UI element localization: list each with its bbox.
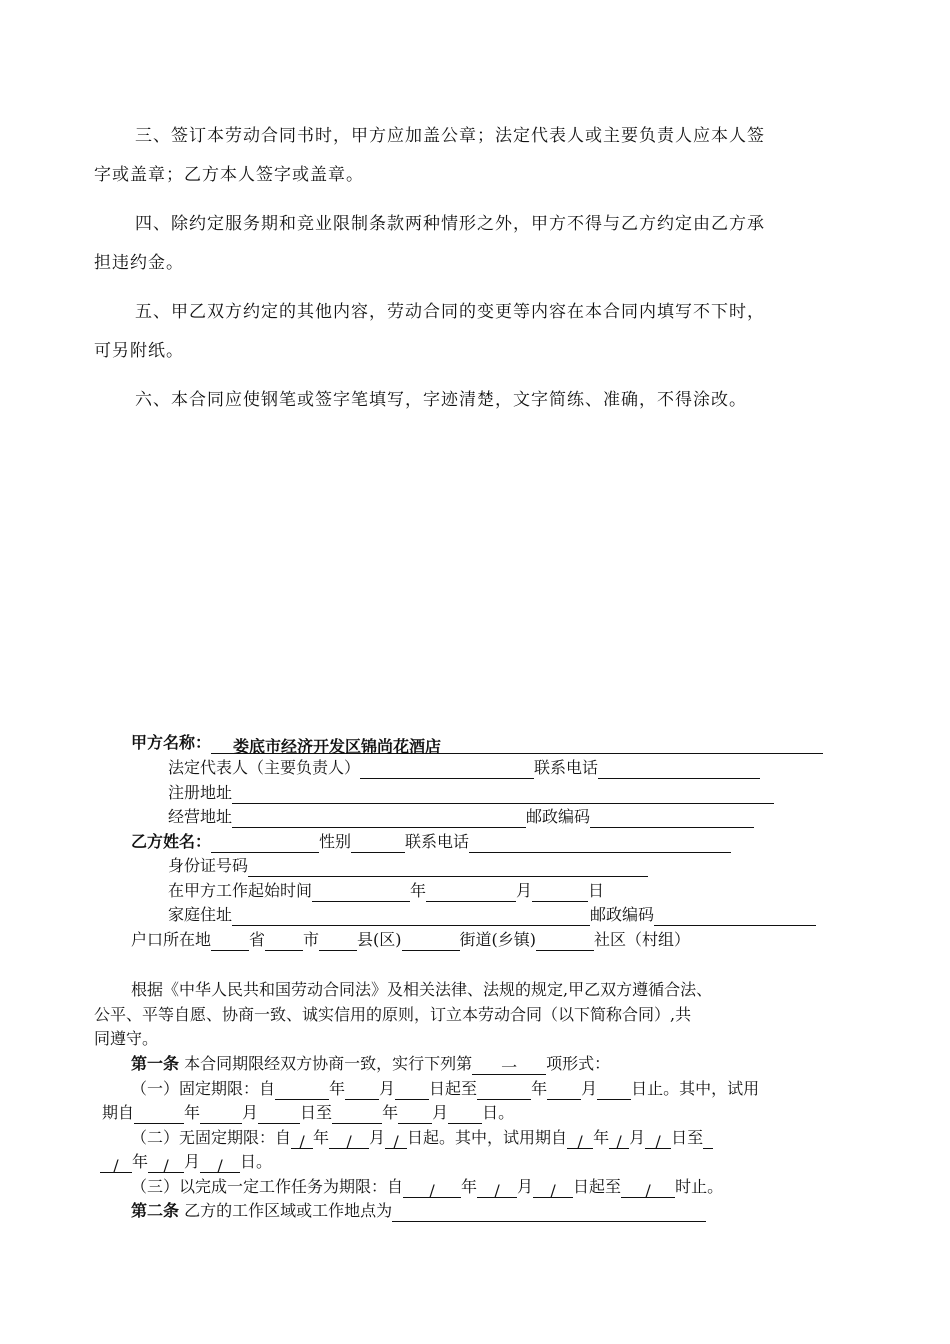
open-term-row-2 (100, 1150, 272, 1173)
biz-address-label: 经营地址 (168, 807, 233, 826)
party-b-name-field[interactable] (211, 834, 319, 853)
street-label: 街道(乡镇) (459, 930, 537, 949)
open-prob-year-label: 年 (593, 1128, 610, 1147)
hukou-row (131, 928, 690, 951)
slash: / (429, 1181, 435, 1200)
probation-row (102, 1101, 514, 1124)
probation-end-day-field[interactable] (448, 1105, 482, 1124)
probation-to-label: 日至 (300, 1103, 333, 1122)
open-year-label: 年 (313, 1128, 330, 1147)
task-end-field[interactable] (621, 1179, 675, 1198)
slash: / (577, 1132, 583, 1151)
note-5-line-2: 可另附纸。 (94, 341, 184, 361)
open-prob-start-month-field[interactable] (609, 1130, 629, 1149)
open-prob-end-month-field[interactable] (148, 1154, 184, 1173)
preamble-line-1: 根据《中华人民共和国劳动合同法》及相关法律、法规的规定,甲乙双方遵循合法、 (131, 980, 713, 999)
biz-address-field[interactable] (232, 809, 526, 828)
fixed-start-to-label: 日起至 (429, 1079, 478, 1098)
open-start-year-field[interactable] (291, 1130, 313, 1149)
probation-start-day-field[interactable] (258, 1105, 300, 1124)
article-1-row (131, 1052, 610, 1075)
home-address-label: 家庭住址 (168, 905, 233, 924)
probation-end-month-label: 月 (432, 1103, 449, 1122)
community-label: 社区（村组） (594, 930, 691, 949)
task-month-label: 月 (517, 1177, 534, 1196)
task-year-label: 年 (461, 1177, 478, 1196)
slash: / (655, 1132, 661, 1151)
party-a-name-value: 娄底市经济开发区锦尚花酒店 (233, 737, 442, 756)
home-address-row (168, 903, 816, 926)
gender-field[interactable] (351, 834, 405, 853)
street-field[interactable] (402, 932, 460, 951)
home-address-field[interactable] (232, 907, 590, 926)
fixed-end-day-field[interactable] (597, 1081, 631, 1100)
fixed-start-year-label: 年 (329, 1079, 346, 1098)
open-start-day-field[interactable] (385, 1130, 407, 1149)
slash: / (163, 1156, 169, 1175)
open-prob-end-month-label: 月 (184, 1152, 201, 1171)
slash: / (346, 1132, 352, 1151)
article-2-row (131, 1199, 706, 1222)
task-start-month-field[interactable] (477, 1179, 517, 1198)
id-number-row (168, 854, 648, 877)
preamble-line-2: 公平、平等自愿、协商一致、诚实信用的原则，订立本劳动合同（以下简称合同）,共 (94, 1005, 692, 1024)
open-prob-to-label: 日至 (671, 1128, 704, 1147)
party-a-phone-label: 联系电话 (534, 758, 599, 777)
open-prob-month-label: 月 (629, 1128, 646, 1147)
open-prob-end-year-field-a[interactable] (703, 1130, 713, 1149)
party-b-name-row (131, 830, 731, 853)
biz-address-row (168, 805, 754, 828)
slash: / (616, 1132, 622, 1151)
fixed-term-label: （一）固定期限：自 (131, 1079, 276, 1098)
slash: / (217, 1156, 223, 1175)
article-1-choice: 一 (501, 1058, 518, 1077)
party-b-postcode-label: 邮政编码 (590, 905, 655, 924)
probation-start-year-field[interactable] (134, 1105, 184, 1124)
slash: / (550, 1181, 556, 1200)
note-4-line-1: 四、除约定服务期和竞业限制条款两种情形之外，甲方不得与乙方约定由乙方承 (135, 214, 765, 234)
preamble-line-3: 同遵守。 (94, 1029, 159, 1048)
open-prob-end-year-field-b[interactable] (100, 1154, 132, 1173)
task-start-year-field[interactable] (403, 1179, 461, 1198)
party-a-postcode-label: 邮政编码 (526, 807, 591, 826)
fixed-end-year-label: 年 (531, 1079, 548, 1098)
open-prob-end-year-label: 年 (132, 1152, 149, 1171)
open-prob-end-day-field[interactable] (200, 1154, 240, 1173)
id-number-field[interactable] (248, 858, 648, 877)
legal-rep-label: 法定代表人（主要负责人） (168, 758, 361, 777)
article-1-choice-field[interactable] (472, 1056, 546, 1075)
start-time-label: 在甲方工作起始时间 (168, 881, 313, 900)
county-label: 县(区) (357, 930, 402, 949)
fixed-end-month-label: 月 (581, 1079, 598, 1098)
fixed-start-year-field[interactable] (275, 1081, 329, 1100)
legal-rep-field[interactable] (360, 760, 534, 779)
work-location-field[interactable] (392, 1203, 706, 1222)
probation-start-month-field[interactable] (200, 1105, 242, 1124)
probation-start-month-label: 月 (242, 1103, 259, 1122)
note-4-line-2: 担违约金。 (94, 253, 184, 273)
party-a-name-row (131, 731, 823, 754)
fixed-end-note: 日止。其中，试用 (631, 1079, 760, 1098)
task-term-label: （三）以完成一定工作任务为期限：自 (131, 1177, 404, 1196)
party-a-name-label: 甲方名称： (131, 733, 212, 752)
open-start-month-field[interactable] (329, 1130, 369, 1149)
article-1-text: 本合同期限经双方协商一致，实行下列第 (184, 1054, 473, 1073)
open-prob-start-year-field[interactable] (567, 1130, 593, 1149)
task-start-to-label: 日起至 (573, 1177, 622, 1196)
start-time-row (168, 879, 604, 902)
legal-rep-row (168, 756, 760, 779)
start-day-label: 日 (588, 881, 605, 900)
task-term-row (131, 1175, 723, 1198)
probation-end-year-field[interactable] (332, 1105, 382, 1124)
note-5-line-1: 五、甲乙双方约定的其他内容，劳动合同的变更等内容在本合同内填写不下时， (135, 302, 765, 322)
province-label: 省 (249, 930, 266, 949)
note-3-line-2: 字或盖章；乙方本人签字或盖章。 (94, 165, 364, 185)
party-b-postcode-field[interactable] (654, 907, 816, 926)
slash: / (645, 1181, 651, 1200)
article-2-text: 乙方的工作区域或工作地点为 (184, 1201, 393, 1220)
open-prob-end-label: 日。 (240, 1152, 273, 1171)
start-year-field[interactable] (312, 883, 410, 902)
slash: / (494, 1181, 500, 1200)
party-b-name-label: 乙方姓名： (131, 832, 212, 851)
start-day-field[interactable] (532, 883, 588, 902)
slash: / (393, 1132, 399, 1151)
open-prob-start-day-field[interactable] (645, 1130, 671, 1149)
party-b-phone-label: 联系电话 (405, 832, 470, 851)
fixed-term-row (131, 1077, 759, 1100)
open-term-label: （二）无固定期限：自 (131, 1128, 292, 1147)
city-label: 市 (303, 930, 320, 949)
article-2-title: 第二条 (131, 1201, 180, 1220)
probation-end-month-field[interactable] (398, 1105, 432, 1124)
county-field[interactable] (319, 932, 357, 951)
slash: / (299, 1132, 305, 1151)
open-term-row (131, 1126, 713, 1149)
party-a-phone-field[interactable] (598, 760, 760, 779)
reg-address-row (168, 781, 774, 804)
community-field[interactable] (536, 932, 594, 951)
fixed-start-day-field[interactable] (395, 1081, 429, 1100)
probation-end-label: 日。 (482, 1103, 515, 1122)
party-a-name-field[interactable] (211, 735, 823, 754)
party-a-postcode-field[interactable] (590, 809, 754, 828)
open-month-label: 月 (369, 1128, 386, 1147)
hukou-label: 户口所在地 (131, 930, 212, 949)
fixed-end-month-field[interactable] (547, 1081, 581, 1100)
article-1-title: 第一条 (131, 1054, 180, 1073)
start-month-label: 月 (516, 881, 533, 900)
reg-address-field[interactable] (232, 785, 774, 804)
city-field[interactable] (265, 932, 303, 951)
note-3-line-1: 三、签订本劳动合同书时，甲方应加盖公章；法定代表人或主要负责人应本人签 (135, 126, 765, 146)
fixed-start-month-field[interactable] (345, 1081, 379, 1100)
id-number-label: 身份证号码 (168, 856, 249, 875)
start-month-field[interactable] (426, 883, 516, 902)
open-mid-label: 日起。其中，试用期自 (407, 1128, 568, 1147)
gender-label: 性别 (319, 832, 352, 851)
probation-start-year-label: 年 (184, 1103, 201, 1122)
party-b-phone-field[interactable] (469, 834, 731, 853)
province-field[interactable] (211, 932, 249, 951)
task-end-label: 时止。 (675, 1177, 724, 1196)
fixed-end-year-field[interactable] (477, 1081, 531, 1100)
note-6: 六、本合同应使钢笔或签字笔填写，字迹清楚，文字简练、准确，不得涂改。 (135, 390, 747, 410)
task-start-day-field[interactable] (533, 1179, 573, 1198)
probation-end-year-label: 年 (382, 1103, 399, 1122)
article-1-suffix: 项形式： (546, 1054, 611, 1073)
fixed-start-month-label: 月 (379, 1079, 396, 1098)
reg-address-label: 注册地址 (168, 783, 233, 802)
probation-from-label: 期自 (102, 1103, 135, 1122)
start-year-label: 年 (410, 881, 427, 900)
slash: / (113, 1156, 119, 1175)
